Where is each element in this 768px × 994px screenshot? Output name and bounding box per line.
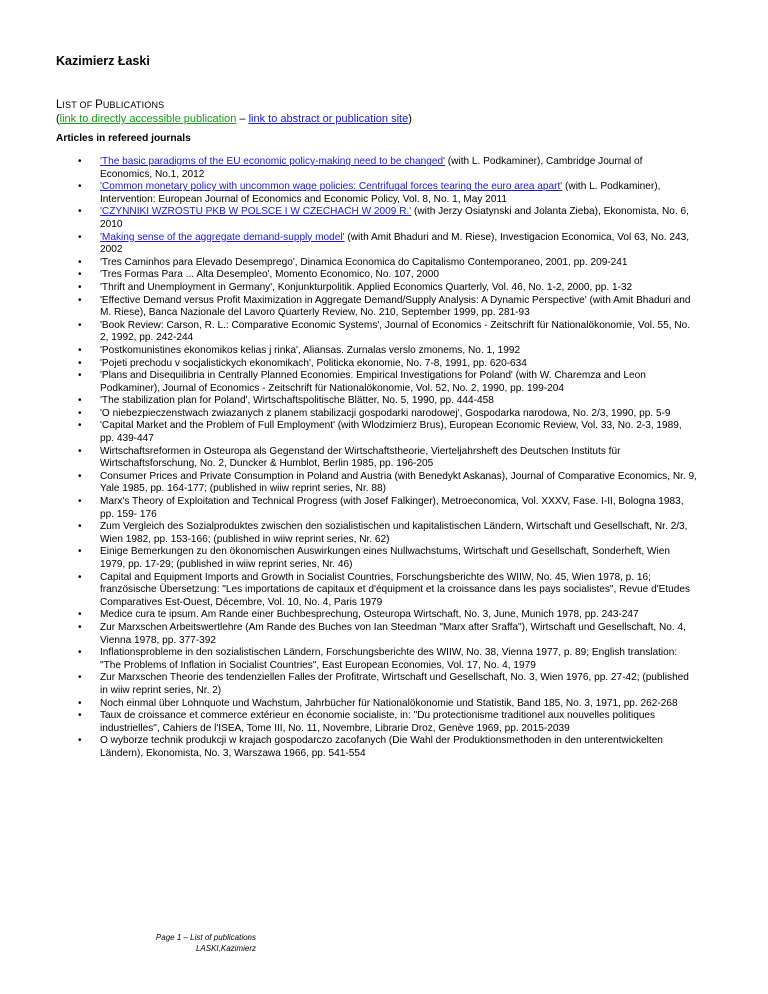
list-item: • 'Tres Formas Para ... Alta Desempleo', Momento Economico, No. 107, 2000: [100, 269, 697, 282]
list-item: • 'Thrift and Unemployment in Germany', Konjunkturpolitik. Applied Economics Quarterly, Vol. 46, No. 1-2, 2000, pp. 1-32: [100, 282, 697, 295]
legend-green-link[interactable]: link to directly accessible publication: [59, 113, 237, 125]
legend-blue-link[interactable]: link to abstract or publication site: [248, 113, 409, 125]
publication-link[interactable]: 'CZYNNIKI WZROSTU PKB W POLSCE I W CZECHACH W 2009 R.': [100, 206, 412, 218]
section-title: Articles in refereed journals: [56, 133, 191, 144]
list-item: • O wyborze technik produkcji w krajach gospodarczo zacofanych (Die Wahl der Produktionsmethoden in den unterentwickelten Ländern), Ekonomista, No. 3, Warszawa 1966, pp. 541-554: [100, 735, 697, 760]
list-item: • Zur Marxschen Theorie des tendenziellen Falles der Profitrate, Wirtschaft und Gesellschaft, No. 3, Wien 1976, pp. 27-42; (published in wiiw reprint series, Nr. 2): [100, 672, 697, 697]
list-item: • Zur Marxschen Arbeitswertlehre (Am Rande des Buches von Ian Steedman "Marx after Sraffa"), Wirtschaft und Gesellschaft, No. 4, Vienna 1978, pp. 377-392: [100, 622, 697, 647]
list-item: • Medice cura te ipsum. Am Rande einer Buchbesprechung, Osteuropa Wirtschaft, No. 3, June, Munich 1978, pp. 243-247: [100, 609, 697, 622]
publication-link[interactable]: 'Making sense of the aggregate demand-supply model': [100, 231, 345, 243]
footer-line-page: Page 1 – List of publications: [155, 933, 256, 942]
list-item: • Inflationsprobleme in den sozialistischen Ländern, Forschungsberichte des WIIW, No. 38, Vienna 1977, p. 89; English translation: "The Problems of Inflation in Socialist Countries", East European Economies, Vol. 17, No. 4, 1979: [100, 647, 697, 672]
list-item: • 'Plans and Disequilibria in Centrally Planned Economies. Empirical Investigations for Poland' (with W. Charemza and Leon Podkaminer), Journal of Economics - Zeitschrift für Nationalökonomie, Vol. 52, No. 2, 1990, pp. 199-204: [100, 370, 697, 395]
page-footer: [56, 933, 256, 954]
footer-line-author: LASKI,Kazimierz: [195, 943, 256, 953]
list-item: • Marx's Theory of Exploitation and Technical Progress (with Josef Falkinger), Metroeconomica, Vol. XXXV, Fase. I-II, Bologna 1983, pp. 159- 176: [100, 496, 697, 521]
list-item: • 'Tres Caminhos para Elevado Desemprego', Dinamica Economica do Capitalismo Contemporaneo, 2001, pp. 209-241: [100, 257, 697, 270]
list-item: • 'Common monetary policy with uncommon wage policies: Centrifugal forces tearing the euro area apart' (with L. Podkaminer), Intervention: European Journal of Economics and Economic Policy, Vol. 8, No. 1, May 2011: [100, 181, 697, 206]
list-item: • 'Book Review: Carson, R. L.: Comparative Economic Systems', Journal of Economics - Zeitschrift für Nationalökonomie, Vol. 55, No. 2, 1992, pp. 242-244: [100, 320, 697, 345]
publication-link[interactable]: 'The basic paradigms of the EU economic policy-making need to be changed': [100, 156, 445, 167]
list-item: • 'The stabilization plan for Poland', Wirtschaftspolitische Blätter, No. 5, 1990, pp. 444-458: [100, 395, 697, 408]
author-name: Kazimierz Łaski: [56, 54, 150, 68]
list-item: • Consumer Prices and Private Consumption in Poland and Austria (with Benedykt Askanas), Journal of Comparative Economics, Nr. 9, Yale 1985, pp. 164-177; (published in wiiw reprint series, Nr. 88): [100, 471, 697, 496]
list-item: • 'Pojeti prechodu v socjalistickych ekonomikach', Politicka ekonomie, No. 7-8, 1991, pp. 620-634: [100, 358, 697, 371]
list-item: • 'Making sense of the aggregate demand-supply model' (with Amit Bhaduri and M. Riese), Investigacion Economica, Vol 63, No. 243, 2002: [100, 232, 697, 257]
list-item: • 'CZYNNIKI WZROSTU PKB W POLSCE I W CZECHACH W 2009 R.' (with Jerzy Osiatynski and Jolanta Zieba), Ekonomista, No. 6, 2010: [100, 206, 697, 231]
list-item: • 'Effective Demand versus Profit Maximization in Aggregate Demand/Supply Analysis: A Dynamic Perspective' (with Amit Bhaduri and M. Riese), Banca Nazionale del Lavoro Quarterly Review, No. 210, September 1999, pp. 281-93: [100, 295, 697, 320]
list-item: • 'Capital Market and the Problem of Full Employment' (with Wlodzimierz Brus), European Economic Review, Vol. 33, No. 2-3, 1989, pp. 439-447: [100, 420, 697, 445]
list-item: • Taux de croissance et commerce extérieur en économie socialiste, in: "Du protectionisme traditionel aux nouvelles politiques industrielles", Cahiers de l'ISEA, Tome III, No. 11, Novembre, Librarie Droz, Genève 1969, pp. 2015-2039: [100, 710, 697, 735]
list-item: • Noch einmal über Lohnquote und Wachstum, Jahrbücher für Nationalökonomie und Statistik, Band 185, No. 3, 1971, pp. 262-268: [100, 698, 697, 711]
list-item: • Einige Bemerkungen zu den ökonomischen Auswirkungen eines Nullwachstums, Wirtschaft und Gesellschaft, Sonderheft, Wien 1979, pp. 17-29; (published in wiiw reprint series, Nr. 46): [100, 546, 697, 571]
list-of-publications-heading: [56, 98, 412, 126]
list-item: • Zum Vergleich des Sozialproduktes zwischen den sozialistischen und kapitalistischen Ländern, Wirtschaft und Gesellschaft, Nr. 2/3, Wien 1982, pp. 153-166; (published in wiiw reprint series, Nr. 62): [100, 521, 697, 546]
link-legend: (link to directly accessible publication – link to abstract or publication site): [56, 113, 412, 125]
publication-list: [0, 156, 768, 761]
list-item: • 'The basic paradigms of the EU economic policy-making need to be changed' (with L. Podkaminer), Cambridge Journal of Economics, No.1, 2012: [100, 156, 697, 181]
publication-link[interactable]: 'Common monetary policy with uncommon wage policies: Centrifugal forces tearing the euro area apart': [100, 181, 563, 193]
list-item: • Wirtschaftsreformen in Osteuropa als Gegenstand der Wirtschaftstheorie, Vierteljahrsheft des Deutschen Instituts für Wirtschaftsforschung, No. 2, Duncker & Humblot, Berlin 1985, pp. 196-205: [100, 446, 697, 471]
list-of-publications-title: LIST OF PUBLICATIONS: [56, 99, 165, 111]
list-item: • 'Postkomunistines ekonomikos kelias j rinka', Aliansas. Zurnalas verslo zmonems, No. 1, 1992: [100, 345, 697, 358]
list-item: • Capital and Equipment Imports and Growth in Socialist Countries, Forschungsberichte des WIIW, No. 45, Wien 1978, p. 16; französische Übersetzung: "Les importations de capitaux et d'équipment et la croissance dans les pays socialistes", Revue d'Etudes Comparatives Est-Ouest, Décembre, Vol. 10, No. 4, Paris 1979: [100, 572, 697, 610]
list-item: • 'O niebezpieczenstwach zwiazanych z planem stabilizacji gospodarki narodowej', Gospodarka narodowa, No. 2/3, 1990, pp. 5-9: [100, 408, 697, 421]
